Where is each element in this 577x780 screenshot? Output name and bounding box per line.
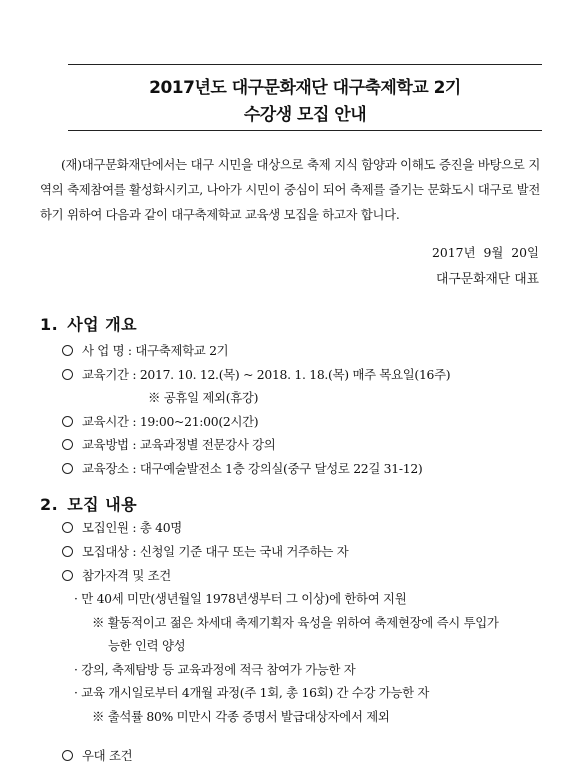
circle-bullet-icon — [62, 345, 73, 356]
list-item: 교육시간 : 19:00~21:00(2시간) — [62, 412, 258, 430]
intro-paragraph: (재)대구문화재단에서는 대구 시민을 대상으로 축제 지식 함양과 이해도 증진을 바탕으로 지역의 축제참여를 활성화시키고, 나아가 시민이 중심이 되어 축제를 즐기는 문화도시 대구로 발전하기 위하여 다음과 같이 대구축제학교 교육생 모집을 하고자 합니다. — [40, 157, 540, 222]
section-number: 1. — [40, 315, 59, 334]
list-item: 교육장소 : 대구예술발전소 1층 강의실(중구 달성로 22길 31-12) — [62, 459, 422, 477]
section-heading-recruitment — [40, 492, 137, 515]
circle-bullet-icon — [62, 522, 73, 533]
circle-bullet-icon — [62, 416, 73, 427]
list-item: 우대 조건 — [62, 746, 132, 764]
note-item: ※ 출석률 80% 미만시 각종 증명서 발급대상자에서 제외 — [92, 709, 390, 724]
document-subtitle: 수강생 모집 안내 — [243, 105, 367, 125]
list-item: 모집인원 : 총 40명 — [62, 518, 182, 536]
circle-bullet-icon — [62, 570, 73, 581]
title-bottom-rule — [68, 130, 542, 131]
section-title: 모집 내용 — [67, 495, 138, 514]
document-date: 2017년 9월 20일 — [432, 245, 539, 260]
note-item-continuation: 능한 인력 양성 — [108, 638, 186, 653]
note-item: ※ 활동적이고 젊은 차세대 축제기획자 육성을 위하여 축제현장에 즉시 투입가 — [92, 615, 499, 630]
list-item: 교육기간 : 2017. 10. 12.(목) ~ 2018. 1. 18.(목) 매주 목요일(16주) — [62, 365, 450, 383]
section-heading-overview — [40, 312, 137, 335]
sub-list-item: · 만 40세 미만(생년월일 1978년생부터 그 이상)에 한하여 지원 — [74, 591, 407, 606]
list-item: 참가자격 및 조건 — [62, 566, 171, 584]
list-item: 사 업 명 : 대구축제학교 2기 — [62, 341, 228, 359]
circle-bullet-icon — [62, 546, 73, 557]
circle-bullet-icon — [62, 750, 73, 761]
section-number: 2. — [40, 495, 59, 514]
section-title: 사업 개요 — [67, 315, 138, 334]
note-item: ※ 공휴일 제외(휴강) — [148, 390, 259, 405]
sub-list-item: · 강의, 축제탐방 등 교육과정에 적극 참여가 가능한 자 — [74, 662, 356, 677]
sub-list-item: · 교육 개시일로부터 4개월 과정(주 1회, 총 16회) 간 수강 가능한 자 — [74, 685, 430, 700]
list-item: 교육방법 : 교육과정별 전문강사 강의 — [62, 435, 275, 453]
title-top-rule — [68, 64, 542, 65]
signature: 대구문화재단 대표 — [436, 272, 539, 287]
document-title: 2017년도 대구문화재단 대구축제학교 2기 — [149, 78, 461, 98]
circle-bullet-icon — [62, 369, 73, 380]
circle-bullet-icon — [62, 463, 73, 474]
list-item: 모집대상 : 신청일 기준 대구 또는 국내 거주하는 자 — [62, 542, 348, 560]
circle-bullet-icon — [62, 439, 73, 450]
